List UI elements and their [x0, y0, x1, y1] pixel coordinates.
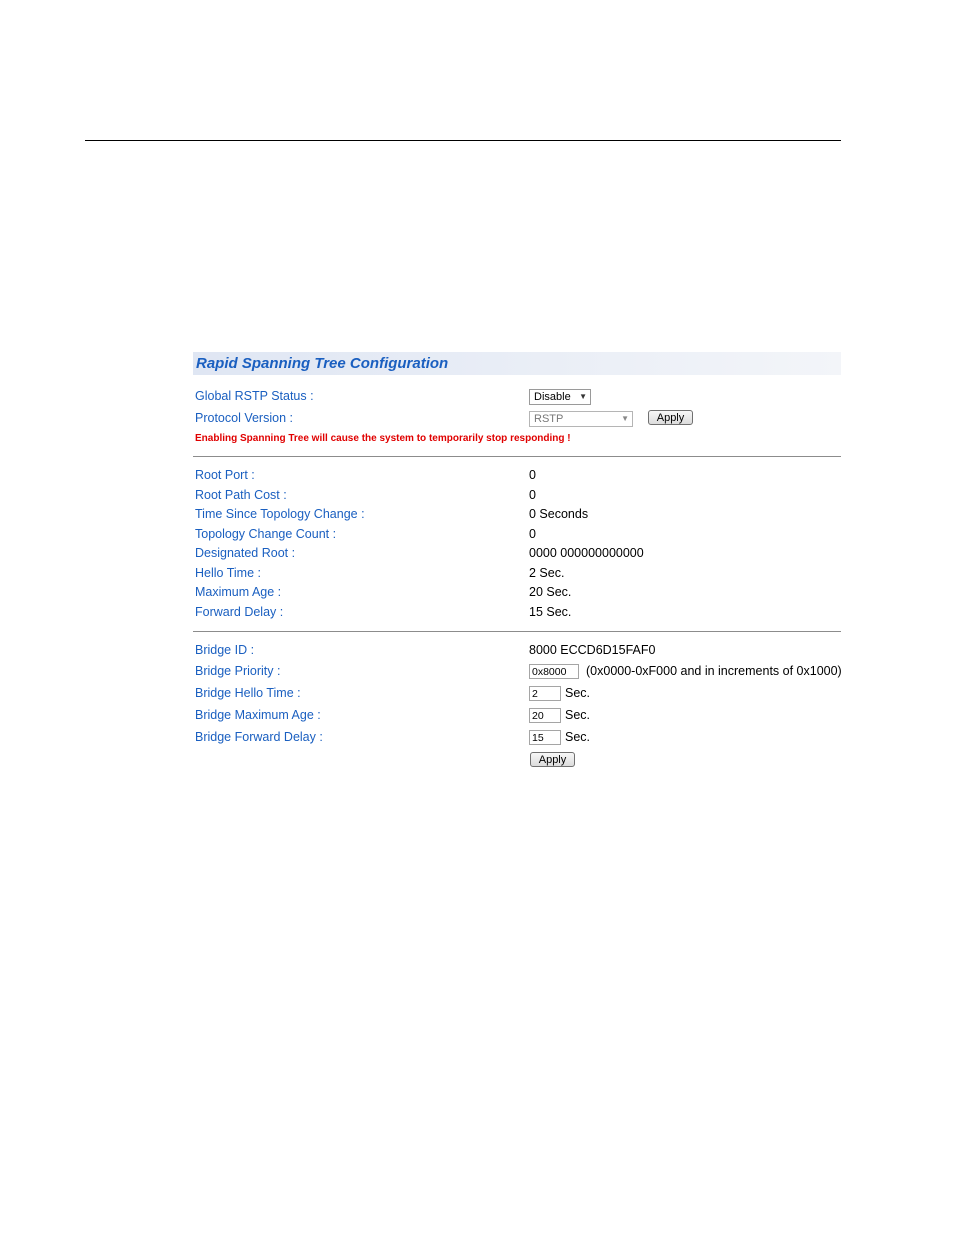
bridge-priority-row [193, 663, 841, 681]
bridge-hello-time-row [193, 685, 841, 703]
status-value: 2 Sec. [529, 565, 565, 580]
status-label: Hello Time : [195, 565, 261, 580]
global-rstp-status-row [193, 388, 841, 406]
status-label: Root Path Cost : [195, 487, 287, 502]
global-rstp-status-label: Global RSTP Status : [195, 389, 314, 403]
status-row-maximum-age [193, 584, 841, 602]
bridge-forward-delay-row [193, 729, 841, 747]
bridge-maximum-age-unit: Sec. [565, 708, 591, 722]
spanning-tree-warning: Enabling Spanning Tree will cause the system to temporarily stop responding ! [195, 433, 571, 444]
bridge-maximum-age-input[interactable]: 20 [529, 708, 561, 723]
bridge-id-row [193, 642, 841, 660]
protocol-version-row [193, 410, 841, 428]
status-label: Topology Change Count : [195, 526, 337, 541]
bridge-hello-time-unit: Sec. [565, 686, 591, 700]
status-value: 20 Sec. [529, 585, 572, 599]
bridge-priority-hint: (0x0000-0xF000 and in increments of 0x1000) [586, 664, 842, 678]
bridge-id-value: 8000 ECCD6D15FAF0 [529, 643, 656, 657]
status-value: 15 Sec. [529, 604, 572, 619]
status-label: Root Port : [195, 468, 255, 482]
page-top-rule [85, 140, 841, 141]
bridge-forward-delay-input[interactable]: 15 [529, 730, 561, 745]
protocol-version-label: Protocol Version : [195, 411, 293, 425]
status-value: 0 [529, 487, 536, 502]
bridge-id-label: Bridge ID : [195, 643, 255, 657]
status-label: Maximum Age : [195, 585, 282, 599]
protocol-apply-button[interactable]: Apply [648, 410, 693, 425]
status-label: Time Since Topology Change : [195, 507, 365, 521]
chevron-down-icon: ▼ [579, 392, 587, 401]
status-row-time-since-topology-change [193, 506, 841, 524]
section-divider [193, 456, 841, 457]
global-rstp-status-select[interactable] [529, 389, 591, 405]
status-row-forward-delay [193, 604, 841, 622]
status-row-topology-change-count [193, 526, 841, 544]
bridge-apply-button[interactable]: Apply [530, 752, 575, 767]
bridge-forward-delay-label: Bridge Forward Delay : [195, 730, 323, 744]
bridge-forward-delay-unit: Sec. [565, 730, 591, 744]
status-row-designated-root [193, 545, 841, 563]
status-label: Forward Delay : [195, 604, 284, 619]
bridge-priority-label: Bridge Priority : [195, 664, 281, 678]
bridge-priority-input[interactable]: 0x8000 [529, 664, 579, 679]
global-rstp-status-value: Disable [534, 391, 571, 403]
bridge-hello-time-input[interactable]: 2 [529, 686, 561, 701]
status-value: 0 Seconds [529, 507, 589, 521]
chevron-down-icon: ▼ [621, 414, 629, 423]
bridge-maximum-age-row [193, 707, 841, 725]
status-value: 0000 000000000000 [529, 546, 644, 560]
status-value: 0 [529, 526, 536, 541]
status-label: Designated Root : [195, 546, 296, 560]
status-row-root-port [193, 467, 841, 485]
status-row-root-path-cost [193, 487, 841, 505]
rstp-config-panel [193, 352, 842, 766]
bridge-maximum-age-label: Bridge Maximum Age : [195, 708, 321, 722]
status-value: 0 [529, 468, 536, 482]
protocol-version-value: RSTP [534, 413, 564, 425]
panel-title: Rapid Spanning Tree Configuration [193, 352, 841, 375]
status-row-hello-time [193, 565, 841, 583]
protocol-version-select[interactable] [529, 411, 633, 427]
section-divider [193, 631, 841, 632]
bridge-hello-time-label: Bridge Hello Time : [195, 686, 301, 700]
